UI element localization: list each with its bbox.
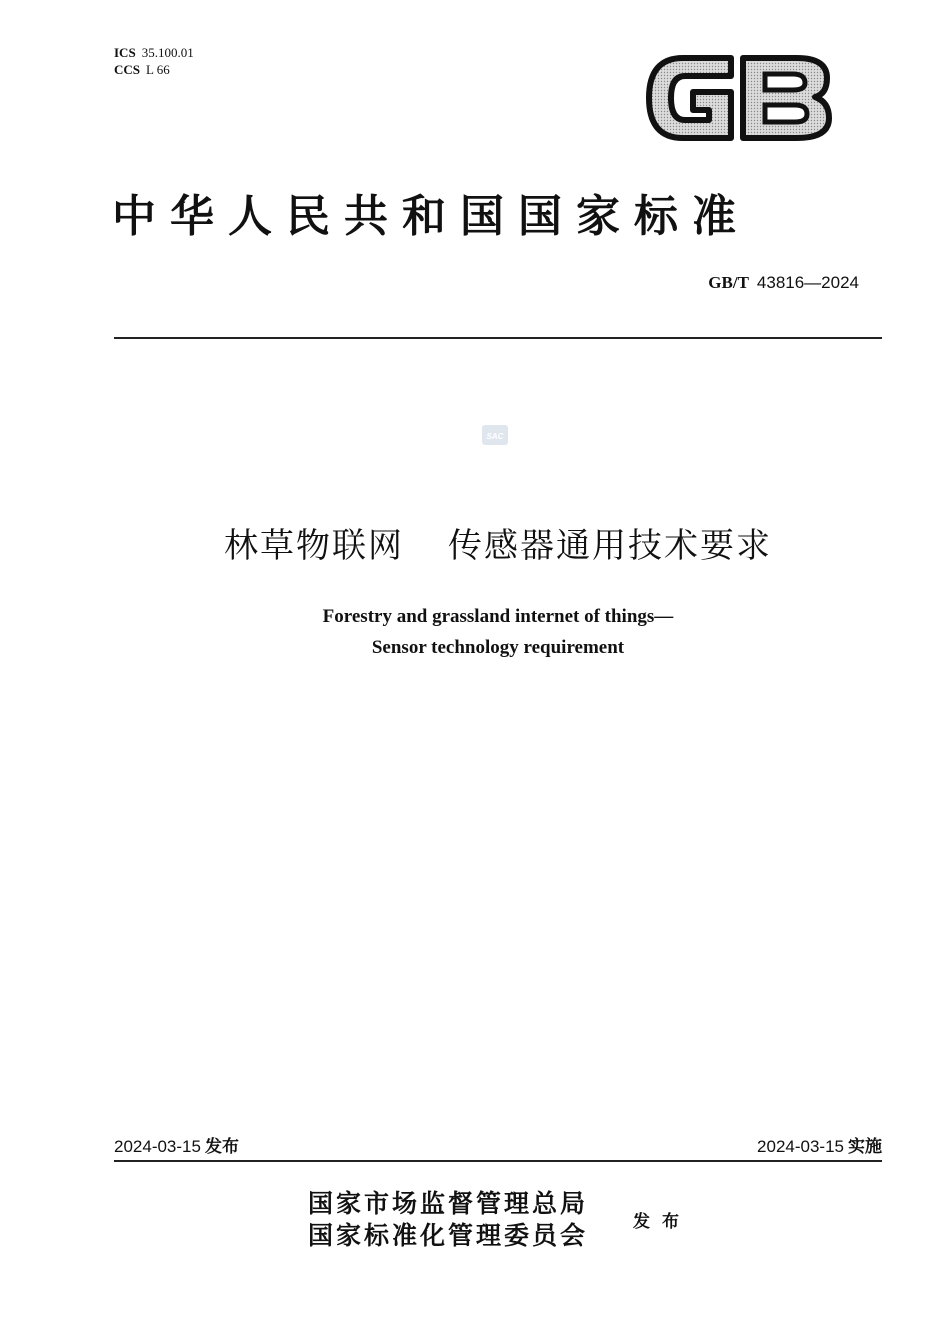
publish-date-label: 发布 [204, 1137, 239, 1157]
ccs-line [114, 61, 194, 78]
publish-date [114, 1132, 239, 1157]
sac-watermark [481, 424, 509, 446]
standard-prefix: GB/T [708, 273, 749, 292]
top-divider [114, 337, 882, 339]
issuer-line-2: 国家标准化管理委员会 [308, 1221, 589, 1250]
document-title-en [0, 601, 950, 663]
implement-date-label: 实施 [848, 1137, 882, 1157]
title-part-2: 传感器通用技术要求 [448, 526, 772, 566]
issuing-authorities [308, 1188, 588, 1252]
standard-number [708, 273, 859, 293]
implement-date [757, 1132, 882, 1157]
standard-code: 43816—2024 [756, 273, 859, 292]
national-standard-heading: 中华人民共和国国家标准 [112, 191, 750, 242]
bottom-divider [114, 1160, 882, 1162]
classification-codes [114, 44, 194, 78]
issue-action: 发布 [633, 1212, 691, 1232]
ccs-code: L 66 [146, 62, 170, 77]
implement-date-value: 2024-03-15 [757, 1137, 844, 1156]
title-en-line-2: Sensor technology requirement [371, 637, 625, 658]
ics-code: 35.100.01 [141, 45, 194, 60]
ccs-label: CCS [114, 62, 141, 77]
document-title-cn [0, 518, 950, 567]
publish-date-value: 2024-03-15 [114, 1137, 201, 1156]
svg-text:SAC: SAC [486, 432, 504, 441]
title-part-1: 林草物联网 [224, 526, 404, 566]
ics-line [114, 44, 194, 61]
gb-logo [645, 50, 833, 146]
issuer-line-1: 国家市场监督管理总局 [308, 1189, 589, 1218]
title-en-line-1: Forestry and grassland internet of things— [322, 606, 674, 627]
ics-label: ICS [114, 45, 136, 60]
